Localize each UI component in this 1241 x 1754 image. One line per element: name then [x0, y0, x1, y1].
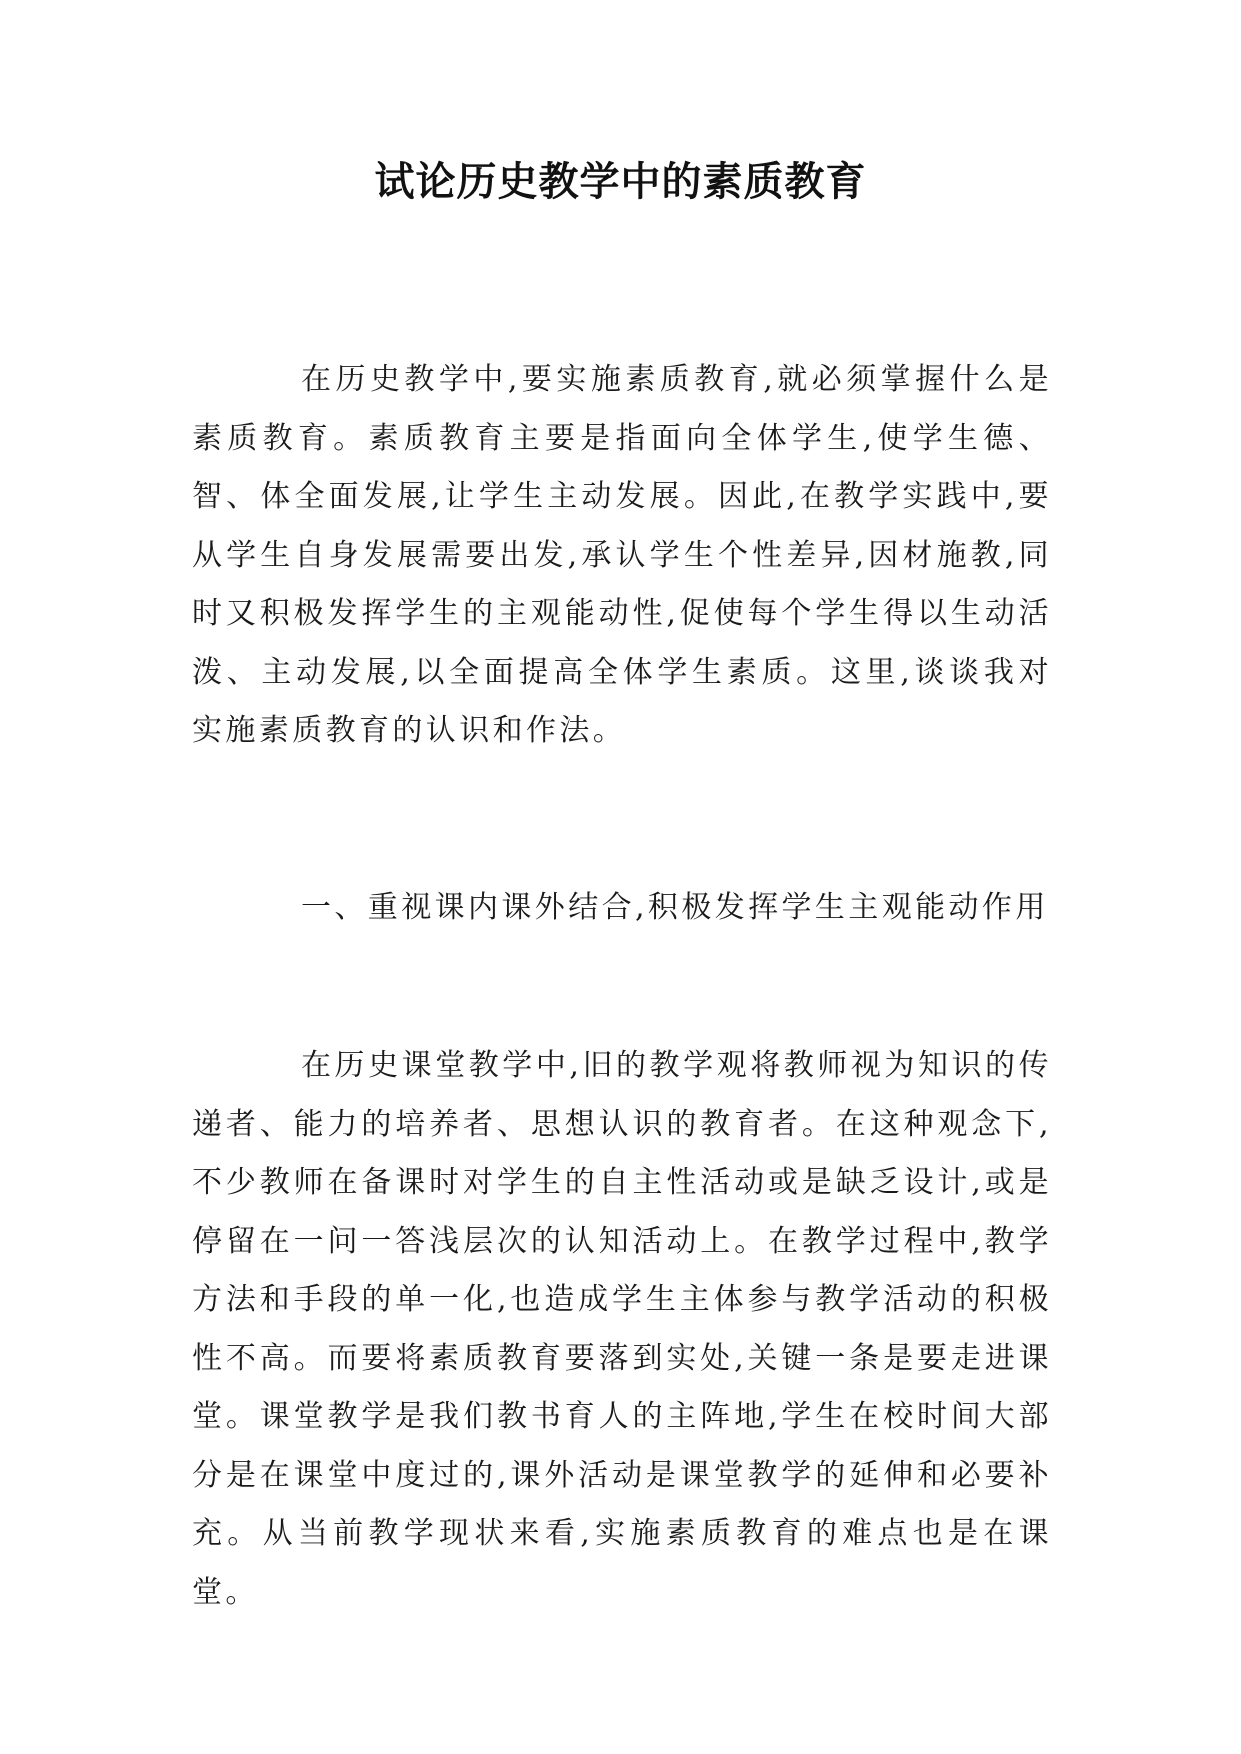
paragraph-intro: 在历史教学中,要实施素质教育,就必须掌握什么是素质教育。素质教育主要是指面向全体学生,使学生德、智、体全面发展,让学生主动发展。因此,在教学实践中,要从学生自身发展需要出发,承认学生个性差异,因材施教,同时又积极发挥学生的主观能动性,促使每个学生得以生动活泼、主动发展,以全面提高全体学生素质。这里,谈谈我对实施素质教育的认识和作法。 — [192, 362, 1052, 748]
paragraph-classroom: 在历史课堂教学中,旧的教学观将教师视为知识的传递者、能力的培养者、思想认识的教育者。在这种观念下,不少教师在备课时对学生的自主性活动或是缺乏设计,或是停留在一问一答浅层次的认知活动上。在教学过程中,教学方法和手段的单一化,也造成学生主体参与教学活动的积极性不高。而要将素质教育要落到实处,关键一条是要走进课堂。课堂教学是我们教书育人的主阵地,学生在校时间大部分是在课堂中度过的,课外活动是课堂教学的延伸和必要补充。从当前教学现状来看,实施素质教育的难点也是在课堂。 — [192, 1048, 1052, 1610]
document-title: 试论历史教学中的素质教育 — [374, 159, 867, 205]
section-heading: 一、重视课内课外结合,积极发挥学生主观能动作用 — [301, 890, 1049, 925]
